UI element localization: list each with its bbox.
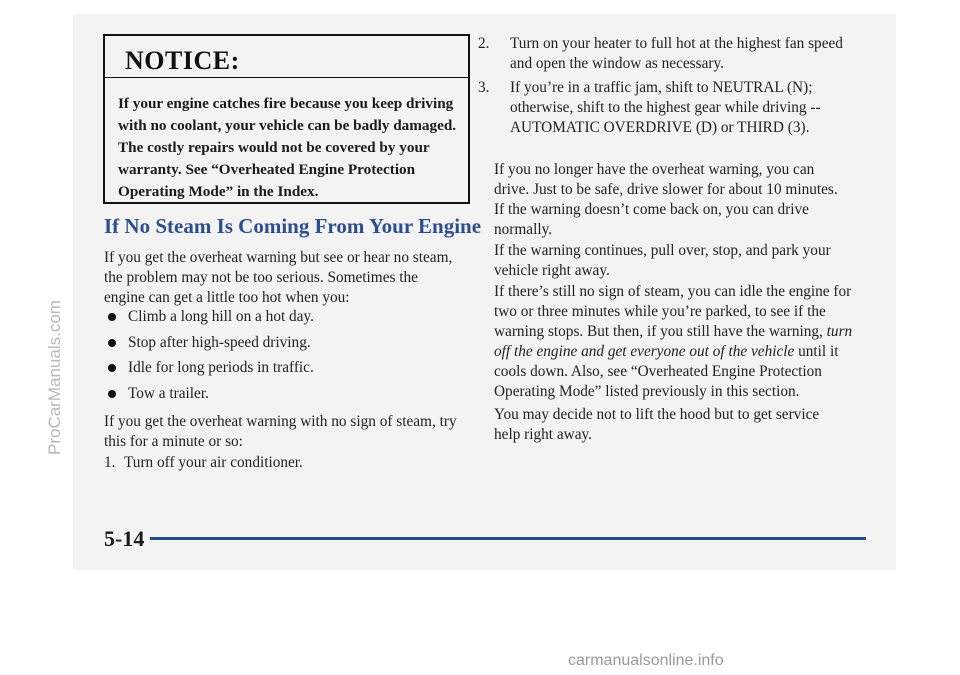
step-3: 3. If you’re in a traffic jam, shift to NEUTRAL (N); otherwise, shift to the highest gear while driving -- AUTOMATIC OVERDRIVE (D) or THIRD (3).	[478, 79, 821, 136]
page-number: 5-14	[104, 526, 145, 551]
bullet-item: Climb a long hill on a hot day.	[128, 308, 314, 326]
bullet-icon	[108, 339, 116, 347]
bullet-icon	[108, 364, 116, 372]
bullet-item: Stop after high-speed driving.	[128, 334, 311, 352]
right-paragraph-3: If there’s still no sign of steam, you can idle the engine for two or three minutes while you’re parked, to see if the warning stops. But then, if you still have the warning, turn off the engine and get everyone out of the vehicle until it cools down. Also, see “Overheated Engine Protection Operating Mode” listed previously in this section.	[494, 283, 853, 400]
side-watermark: ProCarManuals.com	[45, 300, 64, 455]
bottom-watermark: carmanualsonline.info	[568, 652, 724, 669]
intro-paragraph: If you get the overheat warning but see or hear no steam, the problem may not be too serious. Sometimes the engine can get a little too hot when you:	[104, 249, 453, 306]
right-paragraph-4: You may decide not to lift the hood but to get service help right away.	[494, 406, 820, 443]
bullet-icon	[108, 390, 116, 398]
overheat-paragraph: If you get the overheat warning with no sign of steam, try this for a minute or so:	[104, 413, 457, 450]
right-paragraph-1: If you no longer have the overheat warning, you can drive. Just to be safe, drive slower for about 10 minutes. If the warning doesn’t come back on, you can drive normally.	[494, 161, 838, 238]
notice-box	[103, 34, 470, 204]
right-paragraph-2: If the warning continues, pull over, stop, and park your vehicle right away.	[494, 242, 831, 279]
notice-title: NOTICE:	[125, 46, 240, 75]
bullet-item: Tow a trailer.	[128, 385, 209, 403]
notice-body: If your engine catches fire because you keep driving with no coolant, your vehicle can be badly damaged. The costly repairs would not be covered by your warranty. See “Overheated Engine Protection Operating Mode” in the Index.	[118, 95, 457, 200]
section-heading: If No Steam Is Coming From Your Engine	[104, 214, 482, 238]
step-2: 2. Turn on your heater to full hot at the highest fan speed and open the window as necessary.	[478, 35, 843, 72]
bullet-item: Idle for long periods in traffic.	[128, 359, 314, 377]
bullet-icon	[108, 313, 116, 321]
step-1: 1. Turn off your air conditioner.	[104, 454, 303, 471]
footer-rule	[150, 537, 866, 540]
